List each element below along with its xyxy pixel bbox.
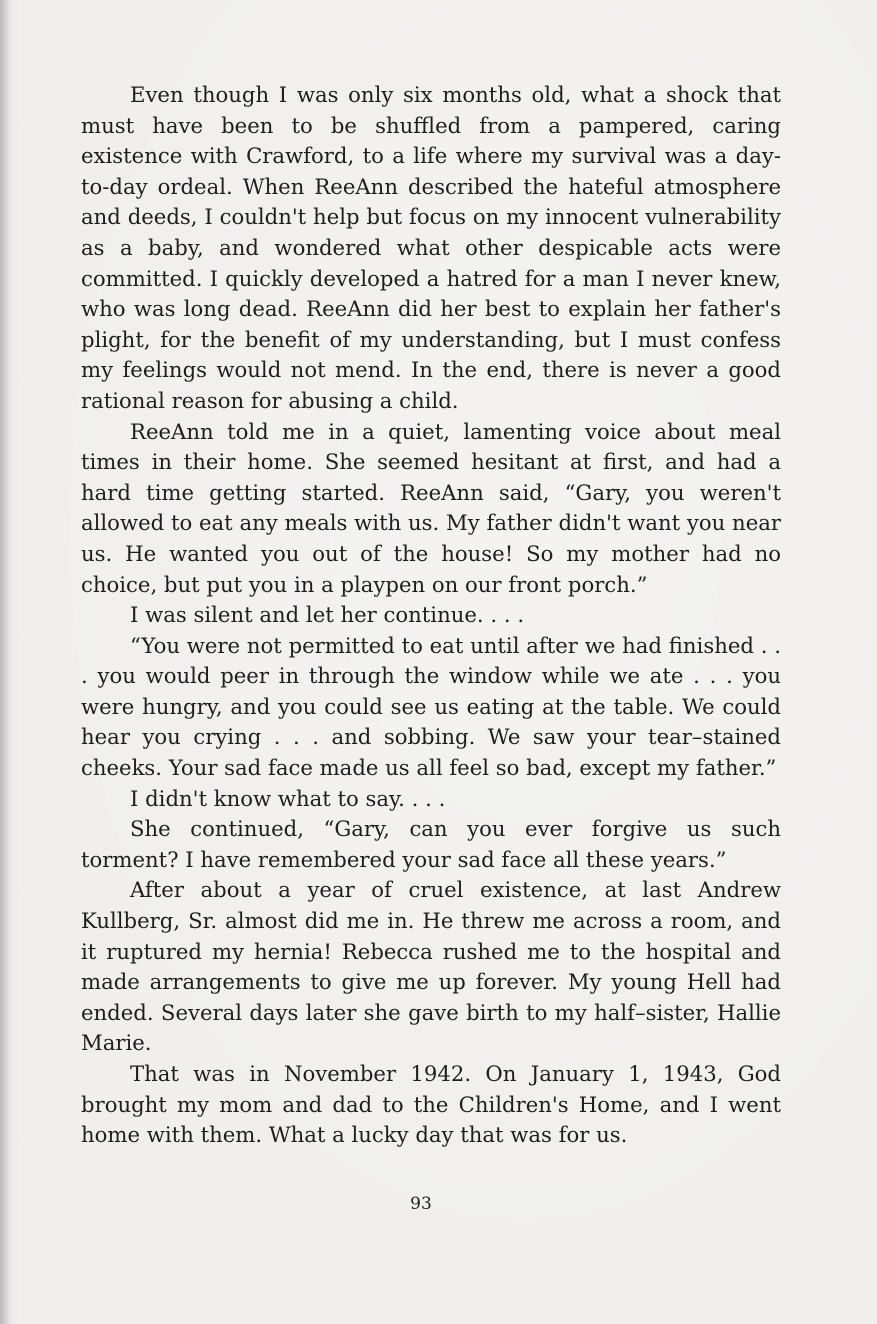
paragraph-5: I didn't know what to say. . . . — [130, 785, 446, 811]
paragraph-7: After about a year of cruel existence, at last Andrew Kullberg, Sr. almost did me in. He threw me across a room, and it ruptured my hernia! Rebecca rushed me to the hospital and made arrangements to give me up forever. My young Hell had ended. Several days later she gave birth to my half–sister, Hallie Marie. — [81, 877, 781, 1056]
paragraph-6: She continued, “Gary, can you ever forgive us such torment? I have remembered your sad face all these years.” — [81, 816, 781, 872]
paragraph-1: Even though I was only six months old, what a shock that must have been to be shuffled from a pampered, caring existence with Crawford, to a life where my survival was a day-to-day ordeal. When ReeAnn described the hateful atmosphere and deeds, I couldn't help but focus on my innocent vulnerability as a baby, and wondered what other despicable acts were committed. I quickly developed a hatred for a man I never knew, who was long dead. ReeAnn did her best to explain her father's plight, for the benefit of my understanding, but I must confess my feelings would not mend. In the end, there is never a good rational reason for abusing a child. — [81, 82, 781, 413]
paragraph-2: ReeAnn told me in a quiet, lamenting voice about meal times in their home. She seemed hesitant at first, and had a hard time getting started. ReeAnn said, “Gary, you weren't allowed to eat any meals with us. My father didn't want you near us. He wanted you out of the house! So my mother had no choice, but put you in a playpen on our front porch.” — [81, 418, 781, 597]
body-text — [81, 80, 781, 1151]
paragraph-4: “You were not permitted to eat until after we had finished . . . you would peer in through the window while we ate . . . you were hungry, and you could see us eating at the table. We could hear you crying . . . and sobbing. We saw your tear–stained cheeks. Your sad face made us all feel so bad, except my father.” — [81, 632, 781, 781]
paragraph-8: That was in November 1942. On January 1, 1943, God brought my mom and dad to the Children's Home, and I went home with them. What a lucky day that was for us. — [81, 1061, 781, 1148]
binding-shadow — [0, 0, 18, 1324]
page-number: 93 — [410, 1194, 432, 1214]
paragraph-3: I was silent and let her continue. . . . — [130, 602, 525, 628]
